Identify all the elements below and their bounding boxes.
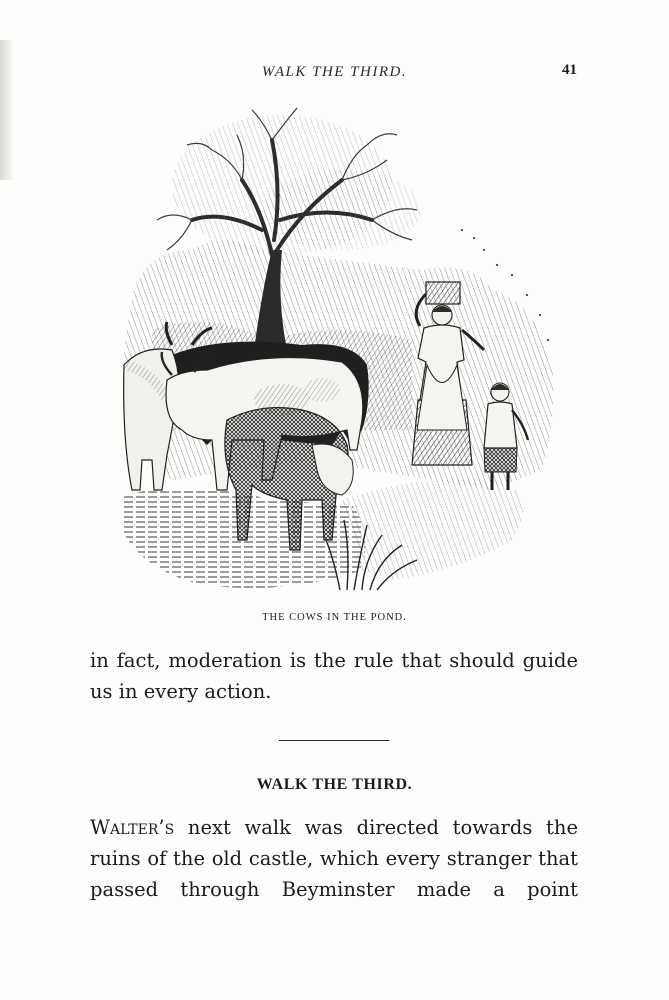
section-divider bbox=[279, 740, 389, 741]
page-number: 41 bbox=[562, 62, 577, 78]
page-edge-shadow bbox=[0, 40, 14, 180]
paragraph-lead-word: Walter’s bbox=[90, 816, 175, 839]
paragraph-continuation: in fact, moderation is the rule that should guide us in every action. bbox=[90, 649, 578, 703]
figure-caption: THE COWS IN THE POND. bbox=[262, 612, 407, 623]
running-head: WALK THE THIRD. bbox=[261, 64, 408, 80]
cows-in-pond-engraving bbox=[112, 100, 562, 600]
paragraph-text: next walk was directed towards the ruins of the old castle, which every stranger that passed through Beyminster made a point bbox=[90, 816, 578, 901]
section-heading: WALK THE THIRD. bbox=[256, 776, 413, 793]
ground bbox=[342, 479, 523, 580]
paragraph-walk-the-third bbox=[90, 812, 578, 905]
